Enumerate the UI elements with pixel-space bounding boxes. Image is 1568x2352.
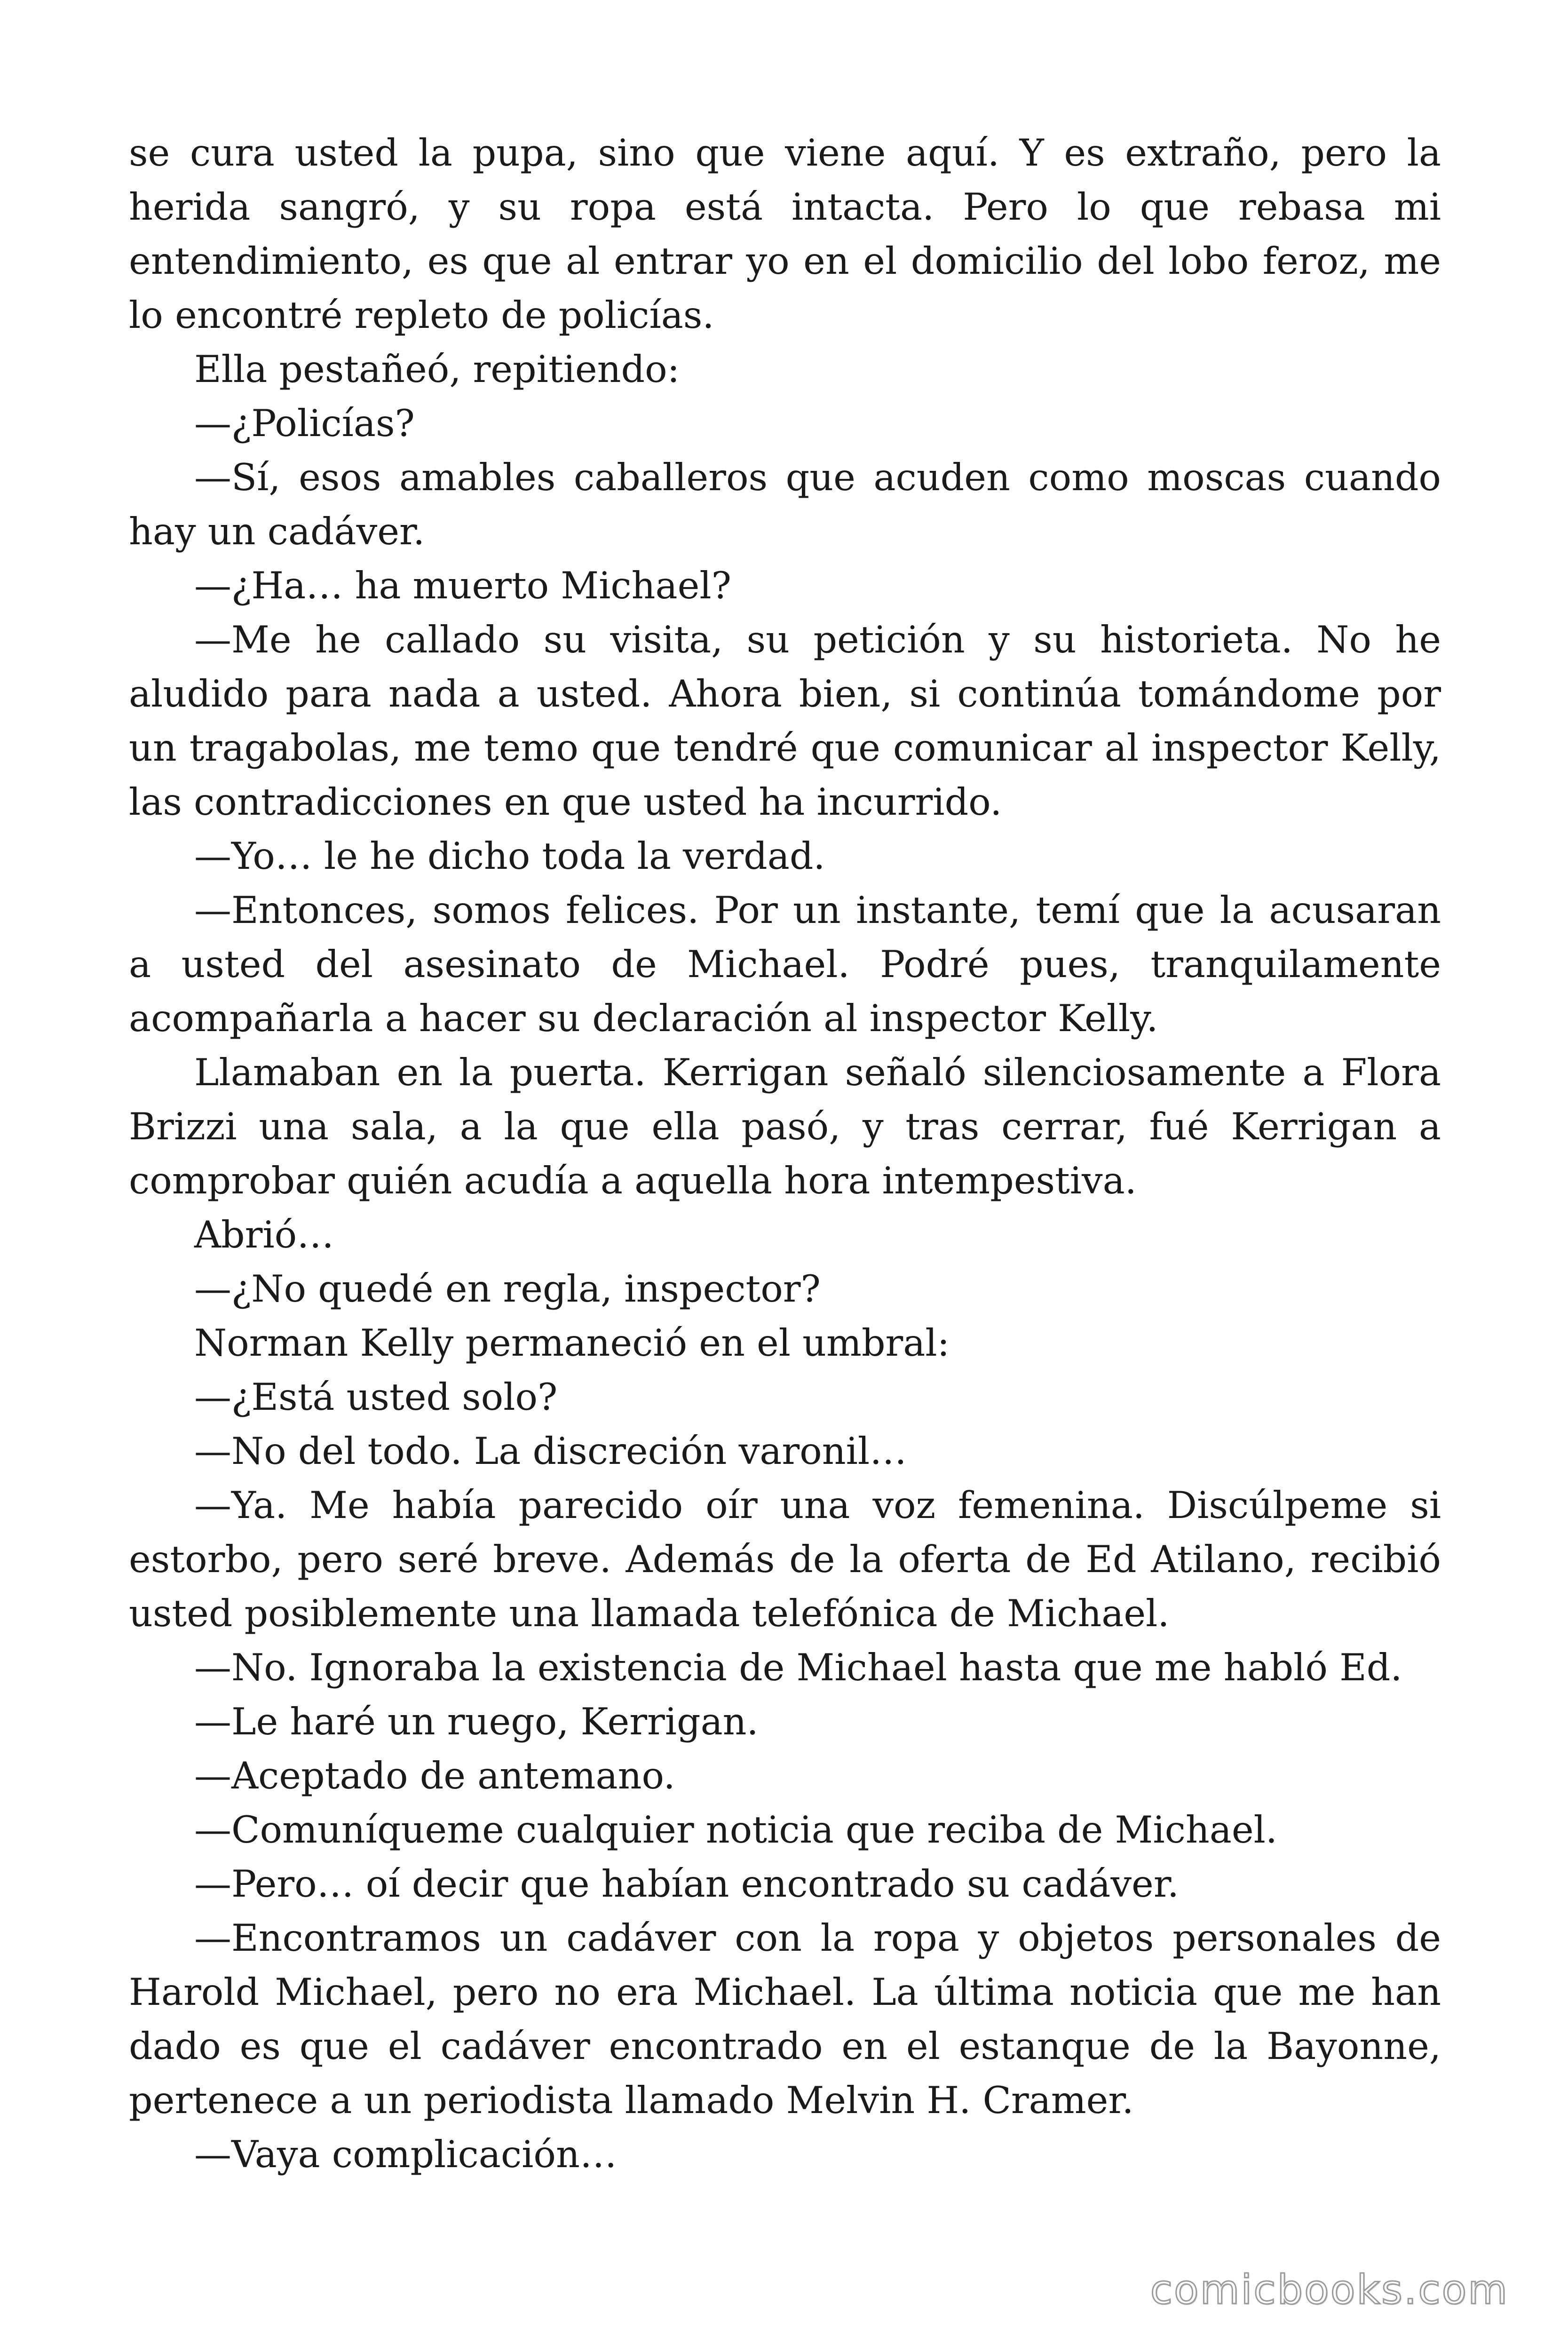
paragraph: —Yo… le he dicho toda la verdad. bbox=[194, 834, 825, 878]
paragraph: Norman Kelly permaneció en el umbral: bbox=[194, 1321, 950, 1365]
paragraph: —¿Está usted solo? bbox=[194, 1375, 558, 1419]
paragraph: —¿Ha… ha muerto Michael? bbox=[194, 564, 732, 607]
paragraph: —No. Ignoraba la existencia de Michael hasta que me habló Ed. bbox=[194, 1646, 1402, 1689]
paragraph: —No del todo. La discreción varonil… bbox=[194, 1430, 907, 1473]
paragraph: Abrió… bbox=[194, 1213, 334, 1256]
paragraph: —Encontramos un cadáver con la ropa y objetos personales de Harold Michael, pero no era Michael. La última noticia que me han dado es que el cadáver encontrado en el estanque de la Bayonne, pertenece a un periodista llamado Melvin H. Cramer. bbox=[129, 1916, 1441, 2122]
paragraph: —¿No quedé en regla, inspector? bbox=[194, 1267, 821, 1311]
paragraph: —Me he callado su visita, su petición y su historieta. No he aludido para nada a usted. Ahora bien, si continúa tomándome por un tragabolas, me temo que tendré que comunicar al inspector Kelly, las contradicciones en que usted ha incurrido. bbox=[129, 618, 1441, 824]
paragraph: —Le haré un ruego, Kerrigan. bbox=[194, 1700, 759, 1743]
paragraph: —¿Policías? bbox=[194, 402, 415, 445]
paragraph: —Sí, esos amables caballeros que acuden como moscas cuando hay un cadáver. bbox=[129, 456, 1441, 553]
page-text bbox=[129, 126, 1441, 2182]
paragraph: —Comuníqueme cualquier noticia que reciba de Michael. bbox=[194, 1808, 1277, 1851]
paragraph: Ella pestañeó, repitiendo: bbox=[194, 348, 680, 391]
paragraph: Llamaban en la puerta. Kerrigan señaló silenciosamente a Flora Brizzi una sala, a la que ella pasó, y tras cerrar, fué Kerrigan a comprobar quién acudía a aquella hora intempestiva. bbox=[129, 1051, 1441, 1202]
watermark: comicbooks.com bbox=[1150, 2266, 1509, 2313]
paragraph: —Ya. Me había parecido oír una voz femenina. Discúlpeme si estorbo, pero seré breve. Además de la oferta de Ed Atilano, recibió usted posiblemente una llamada telefónica de Michael. bbox=[129, 1484, 1441, 1635]
paragraph: —Vaya complicación… bbox=[194, 2133, 617, 2176]
paragraph: —Entonces, somos felices. Por un instante, temí que la acusaran a usted del asesinato de Michael. Podré pues, tranquilamente acompañarla a hacer su declaración al inspector Kelly. bbox=[129, 889, 1441, 1040]
paragraph: —Aceptado de antemano. bbox=[194, 1754, 675, 1797]
paragraph: se cura usted la pupa, sino que viene aquí. Y es extraño, pero la herida sangró, y su ropa está intacta. Pero lo que rebasa mi entendimiento, es que al entrar yo en el domicilio del lobo feroz, me lo encontré repleto de policías. bbox=[129, 131, 1441, 337]
paragraph: —Pero… oí decir que habían encontrado su cadáver. bbox=[194, 1862, 1179, 1906]
